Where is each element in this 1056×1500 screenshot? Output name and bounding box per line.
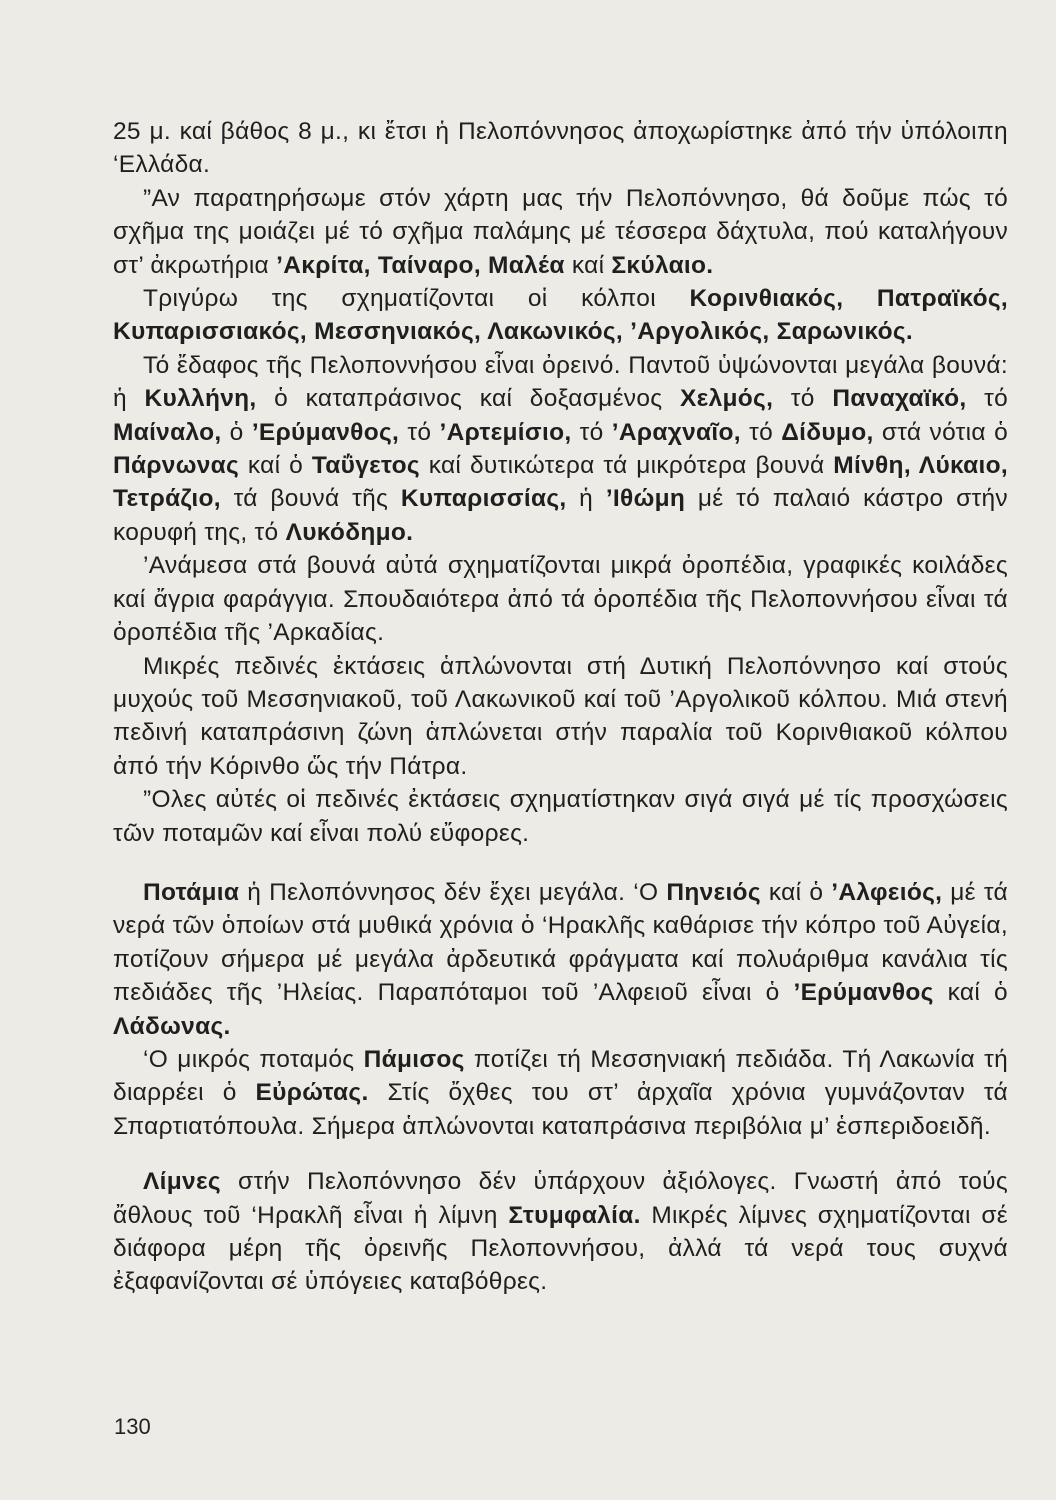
page-number: 130 — [114, 1414, 151, 1439]
bold-term: Πάρνωνας — [113, 452, 240, 480]
text-run: ‘Ο μικρός ποταμός — [143, 1045, 364, 1073]
text-run: στήν Πελοπόννησο δέν ὑπάρχουν ἀξιόλογες. Γνωστή ἀπό τούς ἄθλους τοῦ ‘Ηρακλῆ εἶναι ἡ λίμνη — [113, 1168, 1008, 1229]
text-run: τό — [571, 418, 612, 446]
text-run: τό — [773, 385, 833, 413]
text-run: ”Ολες αὐτές οἱ πεδινές ἐκτάσεις σχηματίστηκαν σιγά σιγά μέ τίς προσχώσεις τῶν ποταμῶν καί εἶναι πολύ εὔφορες. — [113, 786, 1008, 847]
bold-term: Ταΰγετος — [311, 452, 420, 480]
paragraph — [113, 650, 1008, 784]
paragraph — [113, 549, 1008, 649]
paragraph — [113, 182, 1008, 282]
bold-term: Μαίναλο, — [113, 418, 222, 446]
text-run: ἡ Πελοπόννησος δέν ἔχει μεγάλα. ‘Ο — [239, 878, 667, 906]
text-run: ποτίζει τή Μεσσηνιακή πεδιάδα. Τή Λακωνία τή διαρρέει ὁ — [113, 1045, 1008, 1107]
bold-term: Κορινθιακός, Πατραϊκός, Κυπαρισσιακός, Μεσσηνιακός, Λακωνικός, ’Αργολικός, Σαρωνικός. — [113, 285, 1008, 346]
bold-term: Δίδυμο, — [781, 418, 874, 446]
bold-term: Πάμισος — [363, 1045, 465, 1073]
text-run: καί — [564, 251, 612, 279]
text-run: τό — [740, 418, 782, 446]
text-run: στά νότια ὁ — [873, 418, 1008, 446]
bold-term: Σκύλαιο. — [611, 251, 714, 279]
text-run: ὁ καταπράσινος καί δοξασμένος — [256, 385, 680, 413]
bold-term: Στυμφαλία. — [508, 1201, 641, 1229]
bold-term: Παναχαϊκό, — [832, 385, 967, 413]
text-run: Τριγύρω της σχηματίζονται οἱ κόλποι — [143, 285, 690, 313]
bold-term: ’Αραχναῖο, — [611, 418, 741, 446]
bold-term: Κυλλήνη, — [144, 385, 257, 413]
text-run: τό — [399, 418, 440, 446]
text-run: Στίς ὄχθες του στ’ ἀρχαῖα χρόνια γυμνάζονταν τά Σπαρτιατόπουλα. Σήμερα ἁπλώνονται καταπράσινα περιβόλια μ’ ἑσπεριδοειδῆ. — [113, 1079, 1008, 1140]
text-run: Μικρές πεδινές ἐκτάσεις ἁπλώνονται στή Δυτική Πελοπόννησο καί στούς μυχούς τοῦ Μεσσηνιακοῦ, τοῦ Λακωνικοῦ καί τοῦ ’Αργολικοῦ κόλπου. Μιά στενή πεδινή καταπράσινη ζώνη ἁπλώνεται στήν παραλία τοῦ Κορινθιακοῦ κόλπου ἀπό τήν Κόρινθο ὥς τήν Πάτρα. — [113, 652, 1008, 780]
bold-term: Χελμός, — [680, 385, 774, 413]
bold-term: ’Αρτεμίσιο, — [439, 418, 572, 446]
text-run: τό — [966, 385, 1008, 413]
paragraph — [113, 115, 1008, 182]
text-run: ’Ανάμεσα στά βουνά αὐτά σχηματίζονται μικρά ὀροπέδια, γραφικές κοιλάδες καί ἄγρια φαράγγια. Σπουδαιότερα ἀπό τά ὀροπέδια τῆς Πελοποννήσου εἶναι τά ὀροπέδια τῆς ’Αρκαδίας. — [113, 552, 1008, 647]
bold-term: Κυπαρισσίας, — [400, 485, 567, 513]
text-run: ”Αν παρατηρήσωμε στόν χάρτη μας τήν Πελοπόννησο, θά δοῦμε πώς τό σχῆμα της μοιάζει μέ τό σχῆμα παλάμης μέ τέσσερα δάχτυλα, πού καταλήγουν στ’ ἀκρωτήρια — [113, 184, 1008, 279]
bold-term: ’Αλφειός, — [831, 878, 943, 906]
text-run: καί ὁ — [933, 979, 1008, 1007]
bold-term: ’Ακρίτα, Ταίναρο, Μαλέα — [276, 251, 565, 279]
paragraph — [113, 876, 1008, 1043]
bold-term: Λίμνες — [143, 1168, 221, 1196]
bold-term: Ποτάμια — [143, 878, 240, 906]
text-run: ἡ — [566, 485, 606, 513]
text-run: 25 μ. καί βάθος 8 μ., κι ἔτσι ἡ Πελοπόννησος ἀποχωρίστηκε ἀπό τήν ὑπόλοιπη ‘Ελλάδα. — [113, 118, 1008, 179]
text-run: Μικρές λίμνες σχηματίζονται σέ διάφορα μέρη τῆς ὀρεινῆς Πελοποννήσου, ἀλλά τά νερά τους συχνά ἐξαφανίζονται σέ ὑπόγειες καταβόθρες. — [113, 1201, 1008, 1296]
text-run: ὁ — [221, 418, 252, 446]
paragraph — [113, 349, 1008, 549]
text-run: Τό ἔδαφος τῆς Πελοποννήσου εἶναι ὀρεινό. Παντοῦ ὑψώνονται μεγάλα βουνά: ἡ — [113, 351, 1008, 413]
body-text — [113, 115, 1008, 1299]
paragraph — [113, 1165, 1008, 1299]
text-run: καί ὁ — [760, 878, 832, 906]
text-run: καί δυτικώτερα τά μικρότερα βουνά — [419, 452, 834, 480]
bold-term: Λάδωνας. — [113, 1012, 231, 1040]
bold-term: Μίνθη, Λύκαιο, Τετράζιο, — [113, 452, 1008, 513]
text-run: μέ τό παλαιό κάστρο στήν κορυφή της, τό — [113, 485, 1008, 546]
text-run: καί ὁ — [239, 452, 312, 480]
paragraph — [113, 282, 1008, 349]
paragraph — [113, 783, 1008, 850]
bold-term: ’Ερύμανθος — [793, 979, 934, 1007]
bold-term: Πηνειός — [666, 878, 761, 906]
bold-term: ’Ερύμανθος, — [251, 418, 400, 446]
bold-term: Λυκόδημο. — [285, 518, 414, 546]
text-run: μέ τά νερά τῶν ὁποίων στά μυθικά χρόνια ὁ ‘Ηρακλῆς καθάρισε τήν κόπρο τοῦ Αὐγεία, ποτίζουν σήμερα μέ μεγάλα ἀρδευτικά φράγματα καί πολυάριθμα κανάλια τίς πεδιάδες τῆς ’Ηλείας. Παραπόταμοι τοῦ ’Αλφειοῦ εἶναι ὁ — [113, 878, 1008, 1007]
paragraph — [113, 1043, 1008, 1143]
bold-term: Εὐρώτας. — [255, 1079, 369, 1107]
text-run: τά βουνά τῆς — [220, 485, 401, 513]
bold-term: ’Ιθώμη — [605, 485, 686, 513]
